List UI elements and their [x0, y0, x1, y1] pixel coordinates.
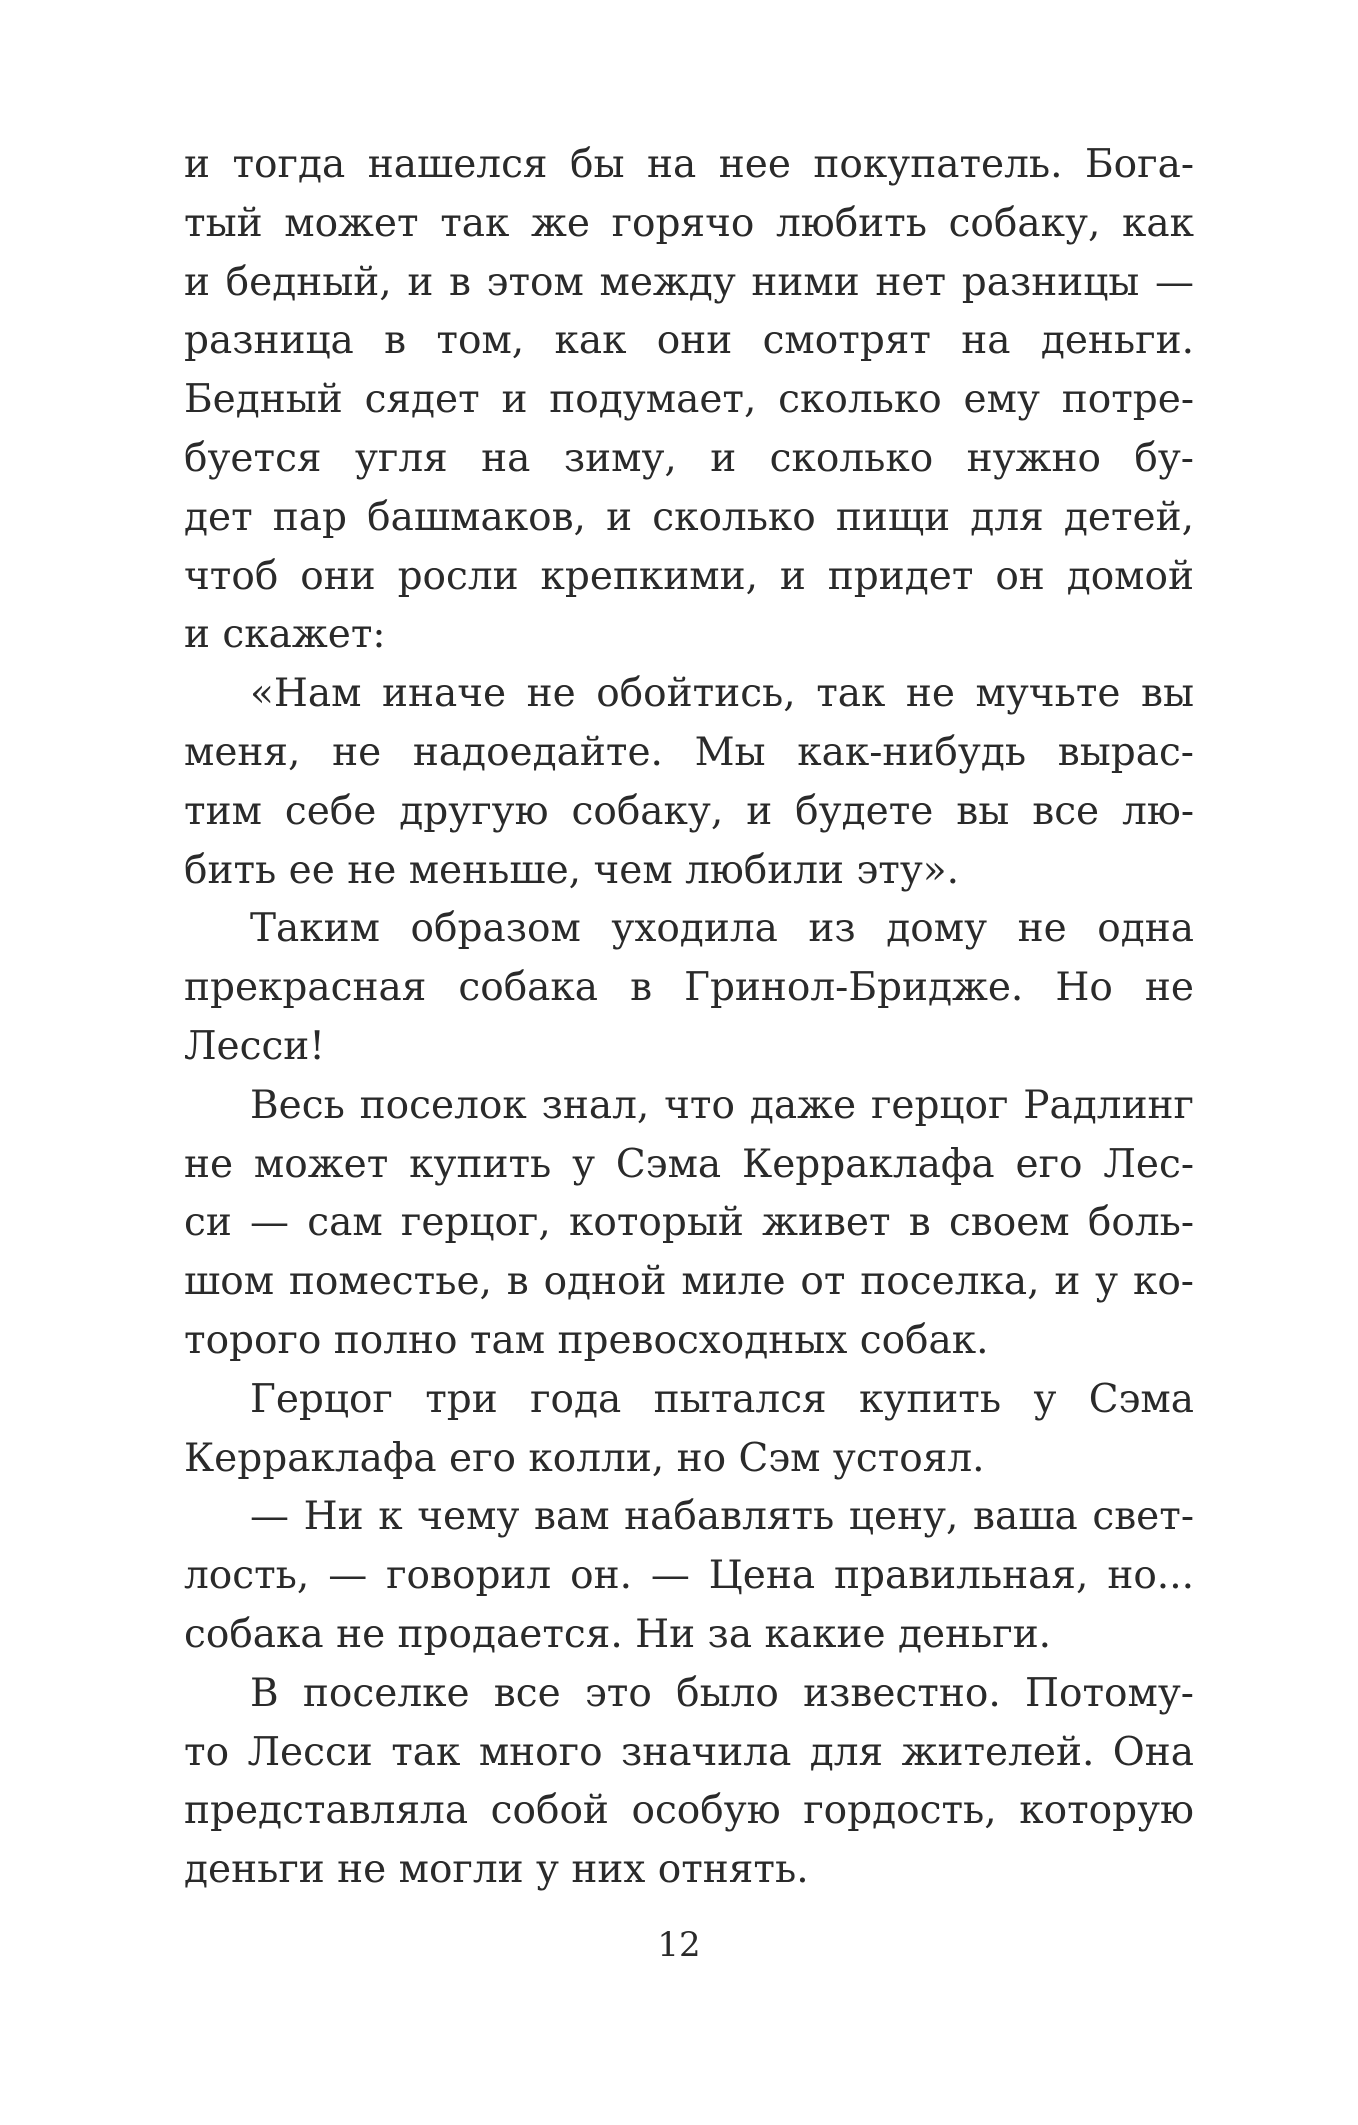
page-number: 12 — [657, 1925, 701, 1965]
text-line: не может купить у Сэма Керраклафа его Лес- — [184, 1141, 1194, 1187]
text-line: си — сам герцог, который живет в своем боль- — [184, 1200, 1194, 1246]
text-line: буется угля на зиму, и сколько нужно бу- — [184, 435, 1194, 481]
text-line: В поселке все это было известно. Потому- — [250, 1670, 1194, 1716]
text-line: дет пар башмаков, и сколько пищи для детей, — [184, 494, 1194, 540]
text-line: деньги не могли у них отнять. — [184, 1847, 809, 1893]
text-line: разница в том, как они смотрят на деньги. — [184, 318, 1194, 364]
text-line: собака не продается. Ни за какие деньги. — [184, 1611, 1052, 1657]
text-line: лость, — говорил он. — Цена правильная, но... — [184, 1553, 1194, 1599]
text-line: тый может так же горячо любить собаку, как — [184, 200, 1194, 246]
text-line: чтоб они росли крепкими, и придет он домой — [184, 553, 1194, 599]
text-line: торого полно там превосходных собак. — [184, 1317, 989, 1363]
text-line: и бедный, и в этом между ними нет разницы — — [184, 259, 1194, 305]
text-line: тим себе другую собаку, и будете вы все лю- — [184, 788, 1194, 834]
text-line: «Нам иначе не обойтись, так не мучьте вы — [250, 671, 1194, 717]
text-line: бить ее не меньше, чем любили эту». — [184, 847, 960, 893]
text-line: — Ни к чему вам набавлять цену, ваша свет- — [250, 1494, 1194, 1540]
text-line: представляла собой особую гордость, которую — [184, 1788, 1194, 1834]
text-line: меня, не надоедайте. Мы как-нибудь вырас- — [184, 729, 1194, 775]
text-line: то Лесси так много значила для жителей. Она — [184, 1729, 1194, 1775]
text-line: Керраклафа его колли, но Сэм устоял. — [184, 1435, 985, 1481]
text-line: Таким образом уходила из дому не одна — [250, 906, 1194, 952]
text-line: шом поместье, в одной миле от поселка, и у ко- — [184, 1259, 1194, 1305]
body-text — [184, 136, 1194, 1900]
text-line: и скажет: — [184, 612, 386, 658]
text-line: прекрасная собака в Гринол-Бридже. Но не — [184, 965, 1194, 1011]
text-line: Бедный сядет и подумает, сколько ему потре- — [184, 377, 1194, 423]
text-line: Лесси! — [184, 1023, 325, 1069]
text-line: Весь поселок знал, что даже герцог Радлинг — [250, 1082, 1194, 1128]
text-line: Герцог три года пытался купить у Сэма — [250, 1376, 1194, 1422]
text-line: и тогда нашелся бы на нее покупатель. Бога- — [184, 142, 1194, 187]
